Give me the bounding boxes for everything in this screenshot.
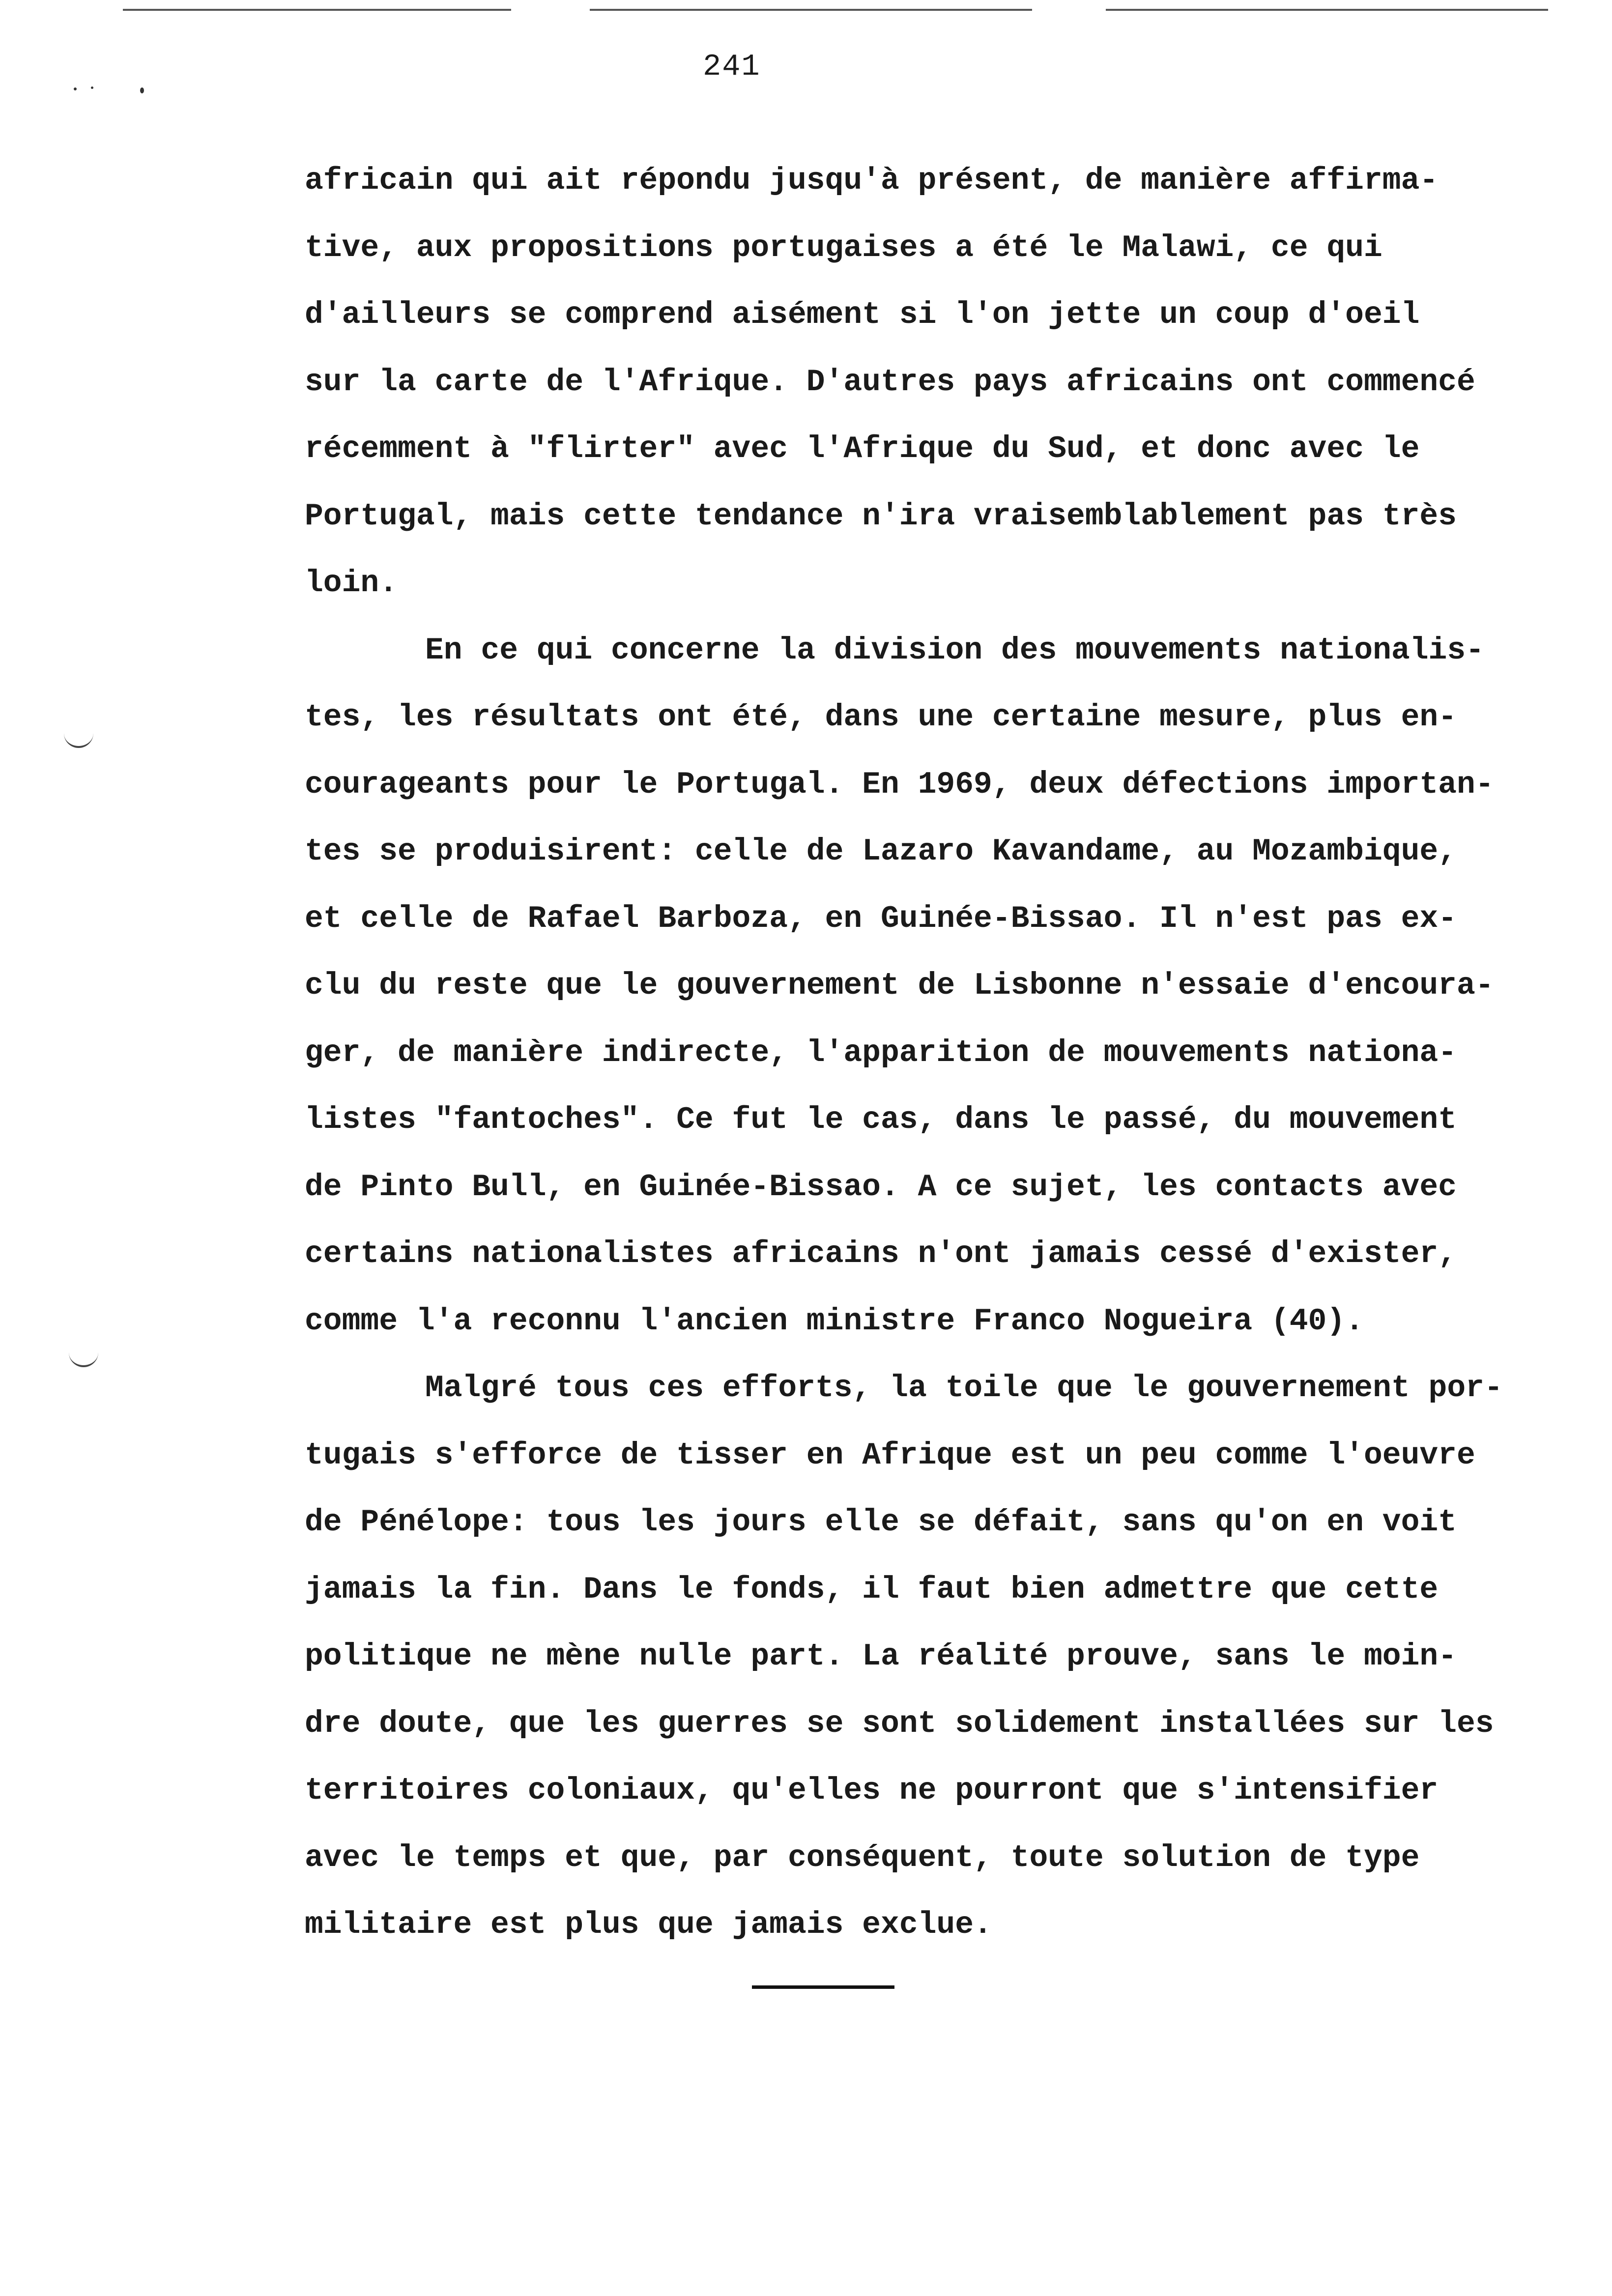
text-line: africain qui ait répondu jusqu'à présent, de manière affirma- (305, 163, 1439, 198)
text-line: Portugal, mais cette tendance n'ira vraisemblablement pas très (305, 498, 1457, 534)
scan-speck (140, 87, 144, 93)
text-line: tive, aux propositions portugaises a été le Malawi, ce qui (305, 230, 1382, 265)
text-line: clu du reste que le gouvernement de Lisbonne n'essaie d'encoura- (305, 968, 1494, 1003)
text-line: certains nationalistes africains n'ont jamais cessé d'exister, (305, 1236, 1457, 1271)
page-number: 241 (703, 49, 761, 84)
scan-speck (74, 87, 77, 90)
text-line: d'ailleurs se comprend aisément si l'on jette un coup d'oeil (305, 297, 1420, 332)
text-line: avec le temps et que, par conséquent, toute solution de type (305, 1840, 1420, 1875)
end-of-section-rule (752, 1985, 894, 1989)
top-edge-rule (590, 9, 1032, 11)
text-line: tugais s'efforce de tisser en Afrique est un peu comme l'oeuvre (305, 1437, 1475, 1473)
text-line: récemment à "flirter" avec l'Afrique du Sud, et donc avec le (305, 431, 1420, 466)
text-line: territoires coloniaux, qu'elles ne pourront que s'intensifier (305, 1773, 1439, 1808)
text-line: loin. (305, 566, 398, 601)
text-line: politique ne mène nulle part. La réalité prouve, sans le moin- (305, 1639, 1457, 1674)
margin-hole-mark (64, 732, 93, 748)
text-line: listes "fantoches". Ce fut le cas, dans le passé, du mouvement (305, 1102, 1457, 1137)
top-edge-rule (123, 9, 511, 11)
text-line: sur la carte de l'Afrique. D'autres pays africains ont commencé (305, 364, 1475, 400)
text-line: ger, de manière indirecte, l'apparition de mouvements nationa- (305, 1035, 1457, 1070)
text-line: de Pénélope: tous les jours elle se défait, sans qu'on en voit (305, 1505, 1457, 1540)
text-line: Malgré tous ces efforts, la toile que le gouvernement por- (425, 1371, 1503, 1406)
text-line: et celle de Rafael Barboza, en Guinée-Bissao. Il n'est pas ex- (305, 901, 1457, 936)
body-text (305, 147, 1612, 1959)
text-line: jamais la fin. Dans le fonds, il faut bien admettre que cette (305, 1572, 1439, 1607)
top-edge-rule (1106, 9, 1548, 11)
text-line: comme l'a reconnu l'ancien ministre Franco Nogueira (40). (305, 1303, 1364, 1339)
text-line: tes, les résultats ont été, dans une certaine mesure, plus en- (305, 700, 1457, 735)
text-line: de Pinto Bull, en Guinée-Bissao. A ce sujet, les contacts avec (305, 1169, 1457, 1205)
paragraph (305, 1355, 1612, 1959)
text-line: En ce qui concerne la division des mouvements nationalis- (425, 632, 1484, 668)
paragraph (305, 147, 1612, 617)
text-line: tes se produisirent: celle de Lazaro Kavandame, au Mozambique, (305, 834, 1457, 869)
scan-speck (91, 86, 93, 89)
paragraph (305, 617, 1612, 1355)
text-line: dre doute, que les guerres se sont solidement installées sur les (305, 1706, 1494, 1741)
text-line: militaire est plus que jamais exclue. (305, 1907, 992, 1942)
text-line: courageants pour le Portugal. En 1969, deux défections importan- (305, 767, 1494, 802)
margin-hole-mark (69, 1351, 98, 1367)
